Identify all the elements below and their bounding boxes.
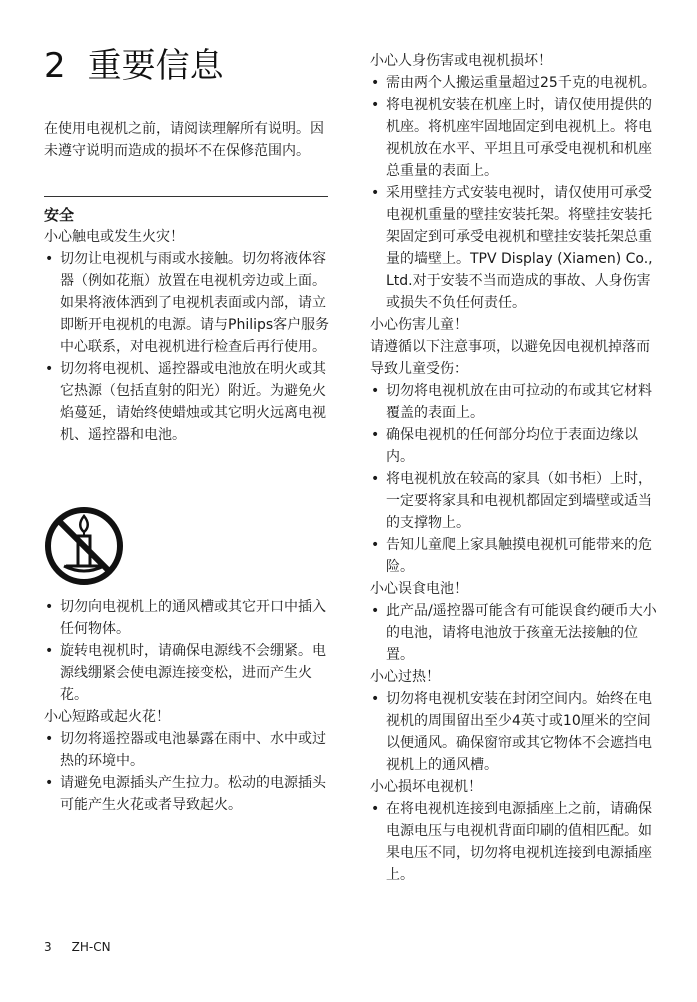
shock-list-continued (44, 596, 330, 706)
bullet-icon: • (371, 427, 380, 443)
list-item: • 告知儿童爬上家具触摸电视机可能带来的危险。 (370, 534, 660, 578)
overheat-warning: 小心过热！ (370, 669, 440, 685)
shock-warning: 小心触电或发生火灾！ (44, 229, 184, 245)
list-item: • 确保电视机的任何部分均位于表面边缘以内。 (370, 424, 660, 468)
left-column (44, 204, 330, 446)
no-open-flame-icon (44, 506, 124, 586)
bullet-icon: • (45, 643, 54, 659)
bullet-icon: • (45, 361, 54, 377)
overheat-list (370, 688, 660, 776)
bullet-icon: • (45, 251, 54, 267)
children-intro: 请遵循以下注意事项，以避免因电视机掉落而导致儿童受伤： (370, 339, 650, 377)
bullet-icon: • (371, 75, 380, 91)
bullet-icon: • (371, 691, 380, 707)
bullet-icon: • (371, 383, 380, 399)
short-circuit-warning: 小心短路或起火花！ (44, 709, 170, 725)
list-item: • 切勿让电视机与雨或水接触。切勿将液体容器（例如花瓶）放置在电视机旁边或上面。如果将液体洒到了电视机表面或内部，请立即断开电视机的电源。请与Philips客户服务中心联系，对电视机进行检查后再行使用。 (44, 248, 330, 358)
bullet-icon: • (371, 185, 380, 201)
short-circuit-list (44, 728, 330, 816)
page-footer (44, 938, 111, 956)
list-item: • 请避免电源插头产生拉力。松动的电源插头可能产生火花或者导致起火。 (44, 772, 330, 816)
bullet-icon: • (45, 775, 54, 791)
list-item: • 旋转电视机时，请确保电源线不会绷紧。电源线绷紧会使电源连接变松，进而产生火花。 (44, 640, 330, 706)
list-item: • 需由两个人搬运重量超过25千克的电视机。 (370, 72, 660, 94)
chapter-number: 2 (44, 46, 66, 86)
right-column (370, 50, 660, 886)
chapter-heading: 重要信息 (87, 46, 224, 86)
damage-list (370, 798, 660, 886)
chapter-title (44, 44, 224, 88)
intro-paragraph: 在使用电视机之前，请阅读理解所有说明。因未遵守说明而造成的损坏不在保修范围内。 (44, 121, 324, 159)
injury-list (370, 72, 660, 314)
bullet-icon: • (371, 97, 380, 113)
list-item: • 此产品/遥控器可能含有可能误食约硬币大小的电池，请将电池放于孩童无法接触的位置。 (370, 600, 660, 666)
bullet-icon: • (371, 801, 380, 817)
section-divider (44, 196, 328, 197)
list-item: • 切勿向电视机上的通风槽或其它开口中插入任何物体。 (44, 596, 330, 640)
page-number: 3 (44, 940, 52, 954)
battery-list (370, 600, 660, 666)
list-item: • 将电视机安装在机座上时，请仅使用提供的机座。将机座牢固地固定到电视机上。将电视机放在水平、平坦且可承受电视机和机座总重量的表面上。 (370, 94, 660, 182)
language-code: ZH-CN (71, 940, 111, 954)
list-item: • 将电视机放在较高的家具（如书柜）上时，一定要将家具和电视机都固定到墙壁或适当的支撑物上。 (370, 468, 660, 534)
bullet-icon: • (371, 603, 380, 619)
list-item: • 切勿将电视机放在由可拉动的布或其它材料覆盖的表面上。 (370, 380, 660, 424)
list-item: • 切勿将遥控器或电池暴露在雨中、水中或过热的环境中。 (44, 728, 330, 772)
list-item: • 在将电视机连接到电源插座上之前，请确保电源电压与电视机背面印刷的值相匹配。如果电压不同，切勿将电视机连接到电源插座上。 (370, 798, 660, 886)
list-item: • 采用壁挂方式安装电视时，请仅使用可承受电视机重量的壁挂安装托架。将壁挂安装托架固定到可承受电视机和壁挂安装托架总重量的墙壁上。TPV Display (Xiamen) Co., Ltd.对于安装不当而造成的事故、人身伤害或损失不负任何责任。 (370, 182, 660, 314)
children-warning: 小心伤害儿童！ (370, 317, 468, 333)
bullet-icon: • (45, 599, 54, 615)
injury-warning: 小心人身伤害或电视机损坏！ (370, 53, 552, 69)
safety-heading: 安全 (44, 206, 75, 224)
bullet-icon: • (371, 537, 380, 553)
list-item: • 切勿将电视机安装在封闭空间内。始终在电视机的周围留出至少4英寸或10厘米的空间以便通风。确保窗帘或其它物体不会遮挡电视机上的通风槽。 (370, 688, 660, 776)
battery-warning: 小心误食电池！ (370, 581, 468, 597)
bullet-icon: • (371, 471, 380, 487)
list-item: • 切勿将电视机、遥控器或电池放在明火或其它热源（包括直射的阳光）附近。为避免火焰蔓延，请始终使蜡烛或其它明火远离电视机、遥控器和电池。 (44, 358, 330, 446)
damage-warning: 小心损坏电视机！ (370, 779, 482, 795)
shock-list (44, 248, 330, 446)
children-list (370, 380, 660, 578)
left-column-lower (44, 596, 330, 816)
bullet-icon: • (45, 731, 54, 747)
